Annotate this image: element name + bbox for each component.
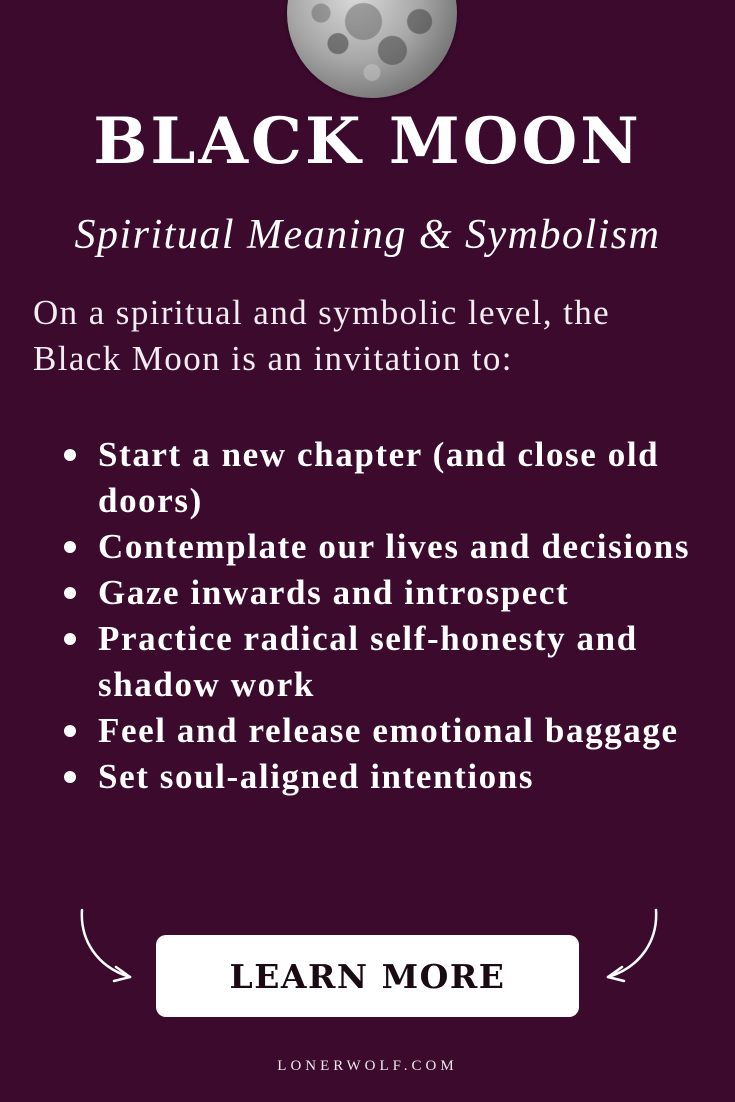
list-item: [62, 432, 722, 524]
bullet-dot-icon: [64, 725, 76, 737]
list-item: [62, 708, 722, 754]
list-item-label: Contemplate our lives and decisions: [98, 527, 691, 566]
intro-text: On a spiritual and symbolic level, the Black Moon is an invitation to:: [33, 293, 611, 378]
bullet-dot-icon: [64, 633, 76, 645]
learn-more-button[interactable]: LEARN MORE: [156, 935, 579, 1017]
list-item-label: Set soul-aligned intentions: [98, 757, 535, 796]
curved-arrow-left-icon: [596, 905, 666, 985]
list-item: [62, 616, 722, 708]
bullet-dot-icon: [64, 449, 76, 461]
site-url: LONERWOLF.COM: [277, 1058, 458, 1074]
bullet-dot-icon: [64, 771, 76, 783]
page-title: BLACK MOON: [93, 104, 642, 179]
bullet-dot-icon: [64, 587, 76, 599]
list-item: [62, 754, 722, 800]
moon-image: [287, 0, 457, 98]
bullet-dot-icon: [64, 541, 76, 553]
list-item-label: Feel and release emotional baggage: [98, 711, 679, 750]
list-item: [62, 570, 722, 616]
list-item: [62, 524, 722, 570]
curved-arrow-right-icon: [72, 905, 142, 985]
invitation-list: [62, 432, 722, 800]
list-item-label: Gaze inwards and introspect: [98, 573, 570, 612]
list-item-label: Practice radical self-honesty and shadow work: [98, 619, 638, 704]
page-subtitle: Spiritual Meaning & Symbolism: [74, 212, 661, 258]
list-item-label: Start a new chapter (and close old doors): [98, 435, 660, 520]
